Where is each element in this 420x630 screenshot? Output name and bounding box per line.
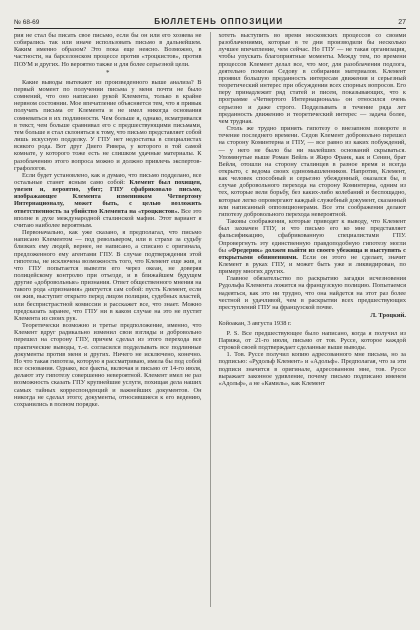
issue-number: № 68-69	[14, 18, 40, 26]
paragraph-text: Все это вполне в духе международной сталинской мафии. Этот вариант я считаю наиболее вероятным.	[14, 207, 202, 229]
section-separator: *	[106, 68, 110, 77]
left-column	[14, 32, 202, 607]
postscript-paragraph: 1. Тов. Руссе получил копию адресованного мне письма, но за подписью: «Рудольф Клемент» и «Адольф». Предполагая, что за эти подписи значится в оригинале, адресованном мне, тов. Руссе выражает законное удивление, почему письмо подписано именем «Адольф», а не «Камиль», как Клемент	[218, 351, 406, 387]
paragraph	[14, 172, 202, 229]
paragraph: Первоначально, как уже сказано, я предполагал, что письмо написано Клементом — под револьвером, или в страхе за судьбу близких ему людей, вернее, не написано, а списано с оригинала, предложенного ему агентами ГПУ. В случае подтверждения этой гипотезы, не исключена возможность того, что Клемент еще жив, и что ГПУ попытается вывезти его через океан, не доверяя полицейскому контролю при отъезде, и в ближайшем будущем другие «добровольные» признания. Ответ общественного мнения на такого рода «признания» диктуется сам собой: пусть Клемент, если он жив, выступит открыто перед лицом полиции, судебных властей, или беспристрастной комиссии и расскажет все, что знает. Можно предсказать заранее, что ГПУ ни в каком случае на это не пустит Клемента из своих рук.	[14, 229, 202, 322]
bold-demand: «Фредерик» должен выйти из своего убежища и выступить с открытыми обвинениями.	[218, 246, 406, 261]
page-header	[14, 12, 406, 26]
postscript-paragraph: P. S. Все предшествующее было написано, когда я получил из Парижа, от 21-го июля, письмо от тов. Руссе, которое каждой строкой своей подтверждает сделанные выше выводы.	[218, 329, 406, 352]
journal-title: БЮЛЛЕТЕНЬ ОППОЗИЦИИ	[154, 17, 284, 26]
paragraph: Теоретически возможно и третье предположение, именно, что Клемент вдруг радикально изменил свои взгляды и добровольно перешел на сторону ГПУ, причем сделал из этого перехода все практические выводы, т.-е. согласился подделывать все подлинные документы против меня и других. Ничего не исключено, конечно. Но что такая гипотеза, которую я рассматриваю, имела бы под собой все основания. Однако, все факты, включая и письмо от 14-го июля, делают эту гипотезу совершенно невероятной. Клемент имел не раз возможность сказать ГПУ крупнейшие услуги, похищая дела наших самых тайных корреспонденций и важнейших документов. Он никогда не сделал этого; документы, относившиеся к его ведению, сохранились в полном порядке.	[14, 322, 202, 408]
header-rule	[14, 28, 406, 29]
paragraph: Какие выводы вытекают из произведенного выше анализа? В первый момент по получении письма у меня почти не было сомнений, что оно написано рукой Клемента, только в крайне нервном состоянии. Мое впечатление объясняется тем, что я привык получать письма от Клемента и не имел никогда основания сомневаться в их подлинности. Чем больше я, однако, всматривался в текст, чем больше сравнивал его с предшествующими письмами, тем больше я стал склоняться к тому, что письмо представляет собой лишь искусную подделку. У ГПУ нет недостатка в специалистах всякого рода. Вот друг Диего Ривера, у которого в той самой комнате, у которого тоже есть не слишком удачные материалы. К разоблачению этого вопроса можно и должно привлечь экспертов-графологов.	[14, 78, 202, 172]
page-number: 27	[398, 19, 406, 26]
bold-conclusion: Клемент был похищен, увезен и, вероятно, убит; ГПУ сфабриковало письмо, изображающее Клемента изменником Четвертому Интернационалу, может быть, с целью возложить ответственность за убийство Клемента на «троцкистов».	[14, 178, 202, 215]
paragraph: рия не стал бы писать свое письмо, если бы он или его хозяева не собирались так или иначе использовать письмо в дальнейшем. Каким именно образом? Это пока еще неясно. Возможно, в частности, на барселонском процессе против «троцкистов», против ПОУМ и других. Но вероятно также и для более серьезной цели.	[14, 32, 202, 68]
paragraph-text: Таковы соображения, которые приводят к выводу, что Клемент был захвачен ГПУ, и что письмо его ко мне представляет фальсификацию, сфабрикованную специалистами ГПУ. Опровергнуть эту единственную правдоподобную гипотезу могли бы	[218, 218, 406, 254]
paragraph-text: Если будет установлено, как я думаю, что письмо подделано, все остальные станет ясным само собой:	[14, 171, 202, 186]
right-column	[219, 32, 407, 607]
author-signature: Л. Троцкий.	[370, 312, 406, 320]
paragraph-text: Если он этого не сделает, значит Клемент в руках ГПУ, и может быть уже и ликвидирован, по примеру многих других.	[218, 253, 406, 276]
paragraph: хотеть выступить во время московских процессов со своими разоблачениями, которые в те дни производили бы несколько лучшее впечатление, чем сейчас. Но ГПУ — не такая организация, чтобы упускать благоприятные моменты. Между тем, по времени процессов Клемент делал все, что мог, для разоблачения подлога, деятельно помогая Седову в собирании материалов. Клемент проявил большую преданность интересам движения и серьезный теоретический интерес при обсуждении всех спорных вопросов. Его перу принадлежит ряд статей и писем, показывающих, что к программе «Четвертого Интернационала» он относился очень серьезно и даже строго. Подделывать в течение ряда лет преданность движению и теоретический интерес — задача более, чем трудная.	[218, 32, 406, 125]
column-divider	[210, 32, 211, 607]
paragraph: Столь же трудно принять гипотезу о внезапном повороте в течение последнего времени. Седов Клемент добровольно перешел на сторону Коминтерна и ГПУ, — все равно из каких побуждений, — у него не было бы ни малейших оснований скрываться. Упомянутые выше Роман Вейль и Жиро Франк, как и Сенин, брат Вейля, отошли на сторону сталинцев в разное время и всегда открыто, с ведома своих единомышленников. Напротив, Клемент, как человек способный и серьезно убежденный, оказался бы, в случае добровольного перехода на сторону Коминтерна, одним из тех, которые вели борьбу, без каких-либо колебаний и беспощадно, которые легко опровергают каждый служебный документ, сказанный или написанный оппозиционерами. Все эти соображения делают гипотезу добровольного перехода невероятной.	[218, 125, 406, 218]
paragraph: Главное обязательство по раскрытию загадки исчезновения Рудольфа Клемента ложится на французскую полицию. Попытаемся надеяться, как это ни трудно, что она найдется на этот раз более честной и удачливой, чем в раскрытии всех предшествующих преступлений ГПУ на французской почве.	[218, 275, 406, 311]
place-date-line: Койоакан, 3 августа 1938 г.	[218, 319, 292, 327]
text-columns	[14, 32, 406, 607]
paragraph	[219, 218, 407, 275]
